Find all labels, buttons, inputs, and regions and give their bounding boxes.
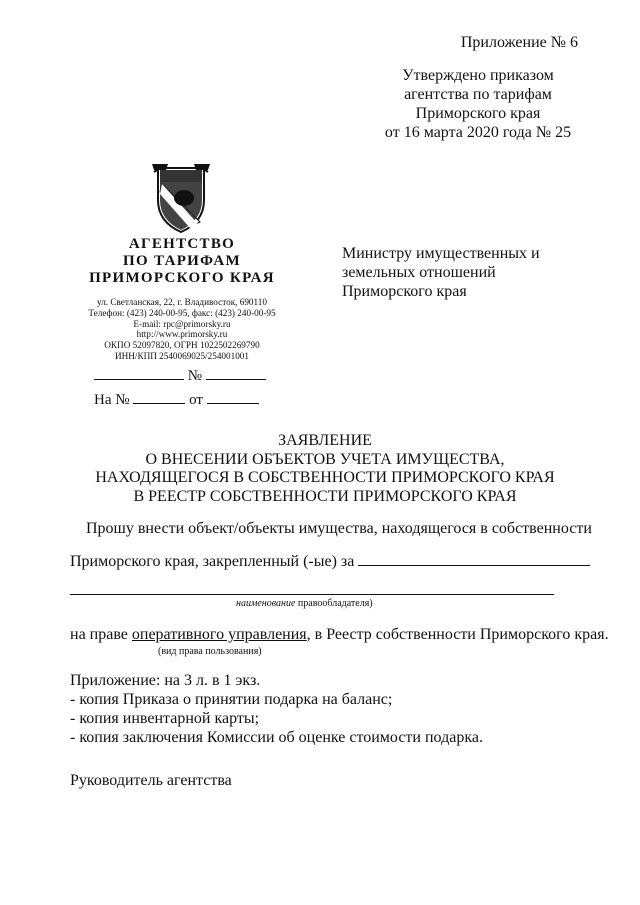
email-line: E-mail: rpc@primorsky.ru bbox=[133, 318, 231, 329]
recipient-line: земельных отношений bbox=[342, 264, 496, 281]
holder-blank bbox=[358, 552, 590, 566]
approval-line: от 16 марта 2020 года № 25 bbox=[384, 124, 572, 141]
reg-number-blank bbox=[206, 366, 266, 380]
attachments bbox=[70, 671, 483, 747]
agency-name-line: ПРИМОРСКОГО КРАЯ bbox=[89, 270, 275, 286]
reg-date-blank bbox=[94, 366, 184, 380]
holder-caption-rest: правообладателя) bbox=[295, 598, 373, 609]
approval-line: агентства по тарифам bbox=[404, 86, 552, 103]
recipient-block bbox=[342, 244, 540, 301]
agency-address bbox=[72, 297, 292, 362]
reg-no-sign: № bbox=[187, 368, 203, 384]
title-line: ЗАЯВЛЕНИЕ bbox=[278, 432, 372, 449]
right-prefix: на праве bbox=[70, 626, 132, 643]
website-line: http://www.primorsky.ru bbox=[136, 329, 228, 340]
inn-line: ИНН/КПП 2540069025/254001001 bbox=[115, 350, 249, 361]
attachments-header: Приложение: на 3 л. в 1 экз. bbox=[70, 672, 261, 689]
agency-name bbox=[72, 236, 292, 287]
title-line: НАХОДЯЩЕГОСЯ В СОБСТВЕННОСТИ ПРИМОРСКОГО КРАЯ bbox=[95, 469, 555, 486]
appendix-number: Приложение № 6 bbox=[460, 34, 578, 51]
phone-line: Телефон: (423) 240-00-95, факс: (423) 240-00-95 bbox=[88, 307, 276, 318]
approval-block bbox=[378, 66, 578, 142]
recipient-line: Приморского края bbox=[342, 283, 467, 300]
right-type: оперативного управления bbox=[131, 626, 307, 643]
holder-caption-italic: наименование bbox=[236, 598, 296, 609]
holder-caption bbox=[236, 598, 373, 609]
reply-date-blank bbox=[207, 390, 259, 404]
attachment-item: - копия Приказа о принятии подарка на баланс; bbox=[70, 691, 393, 708]
right-caption: (вид права пользования) bbox=[158, 646, 262, 657]
reply-from-label: от bbox=[189, 392, 203, 408]
okpo-line: ОКПО 52097820, ОГРН 1022502269790 bbox=[104, 340, 260, 351]
address-line: ул. Светланская, 22, г. Владивосток, 690110 bbox=[97, 297, 267, 307]
reply-to-label: На № bbox=[94, 392, 130, 408]
approval-line: Утверждено приказом bbox=[402, 67, 554, 84]
attachment-item: - копия заключения Комиссии об оценке стоимости подарка. bbox=[70, 729, 483, 746]
title-line: О ВНЕСЕНИИ ОБЪЕКТОВ УЧЕТА ИМУЩЕСТВА, bbox=[145, 450, 505, 468]
coat-of-arms-icon bbox=[148, 162, 214, 236]
request-line-2-text: Приморского края, закрепленный (-ые) за bbox=[70, 553, 355, 570]
right-suffix: , в Реестр собственности Приморского края. bbox=[306, 626, 609, 643]
holder-name-line bbox=[70, 594, 554, 595]
recipient-line: Министру имущественных и bbox=[342, 245, 540, 262]
right-of-use-line bbox=[70, 625, 609, 644]
document-title bbox=[60, 432, 590, 506]
outgoing-reg-line bbox=[94, 366, 266, 385]
agency-name-line: АГЕНТСТВО bbox=[128, 236, 236, 252]
attachment-item: - копия инвентарной карты; bbox=[70, 710, 260, 727]
title-line: В РЕЕСТР СОБСТВЕННОСТИ ПРИМОРСКОГО КРАЯ bbox=[133, 487, 517, 505]
approval-line: Приморского края bbox=[415, 105, 541, 122]
reply-number-blank bbox=[133, 390, 185, 404]
request-line-1: Прошу внести объект/объекты имущества, находящегося в собственности bbox=[86, 520, 592, 537]
signature-label: Руководитель агентства bbox=[70, 772, 232, 789]
request-line-2 bbox=[70, 552, 590, 571]
reply-reg-line bbox=[94, 390, 259, 409]
agency-name-line: ПО ТАРИФАМ bbox=[123, 253, 241, 269]
